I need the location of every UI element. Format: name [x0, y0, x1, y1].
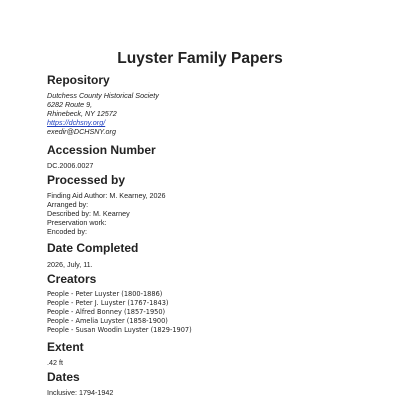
creator-item: People - Susan Woodin Luyster (1829-1907): [47, 326, 192, 334]
repository-street: 6282 Route 9,: [47, 100, 93, 109]
repository-email: exedir@DCHSNY.org: [47, 127, 116, 136]
accession-heading: Accession Number: [47, 143, 156, 157]
date-completed-section: [47, 241, 377, 269]
creators-section: [47, 272, 377, 335]
document-title: Luyster Family Papers: [117, 50, 283, 67]
repository-section: [47, 73, 377, 136]
extent-value: .42 ft: [47, 358, 63, 367]
processed-arranged: Arranged by:: [47, 200, 89, 209]
creator-item: People - Peter Luyster (1800-1886): [47, 290, 163, 298]
processed-preservation: Preservation work:: [47, 218, 107, 227]
repository-city: Rhinebeck, NY 12572: [47, 109, 117, 118]
repository-name: Dutchess County Historical Society: [47, 91, 159, 100]
dates-section: [47, 370, 377, 397]
dates-heading: Dates: [47, 370, 80, 384]
date-completed-heading: Date Completed: [47, 241, 139, 255]
processed-described: Described by: M. Kearney: [47, 209, 130, 218]
extent-section: [47, 340, 377, 367]
processed-author: Finding Aid Author: M. Kearney, 2026: [47, 191, 166, 200]
date-completed-value: 2026, July, 11.: [47, 260, 93, 269]
creator-item: People - Amelia Luyster (1858-1900): [47, 317, 168, 325]
repository-url-link[interactable]: https://dchsny.org/: [47, 118, 106, 127]
extent-heading: Extent: [47, 340, 84, 354]
accession-section: [47, 143, 377, 170]
processed-encoded: Encoded by:: [47, 227, 87, 236]
creators-heading: Creators: [47, 272, 97, 286]
accession-value: DC.2006.0027: [47, 161, 94, 170]
creator-item: People - Peter J. Luyster (1767-1843): [47, 299, 169, 307]
dates-value: Inclusive: 1794-1942: [47, 388, 114, 397]
processed-section: [47, 173, 377, 236]
processed-heading: Processed by: [47, 173, 126, 187]
creator-item: People - Alfred Bonney (1857-1950): [47, 308, 166, 316]
repository-heading: Repository: [47, 73, 110, 87]
